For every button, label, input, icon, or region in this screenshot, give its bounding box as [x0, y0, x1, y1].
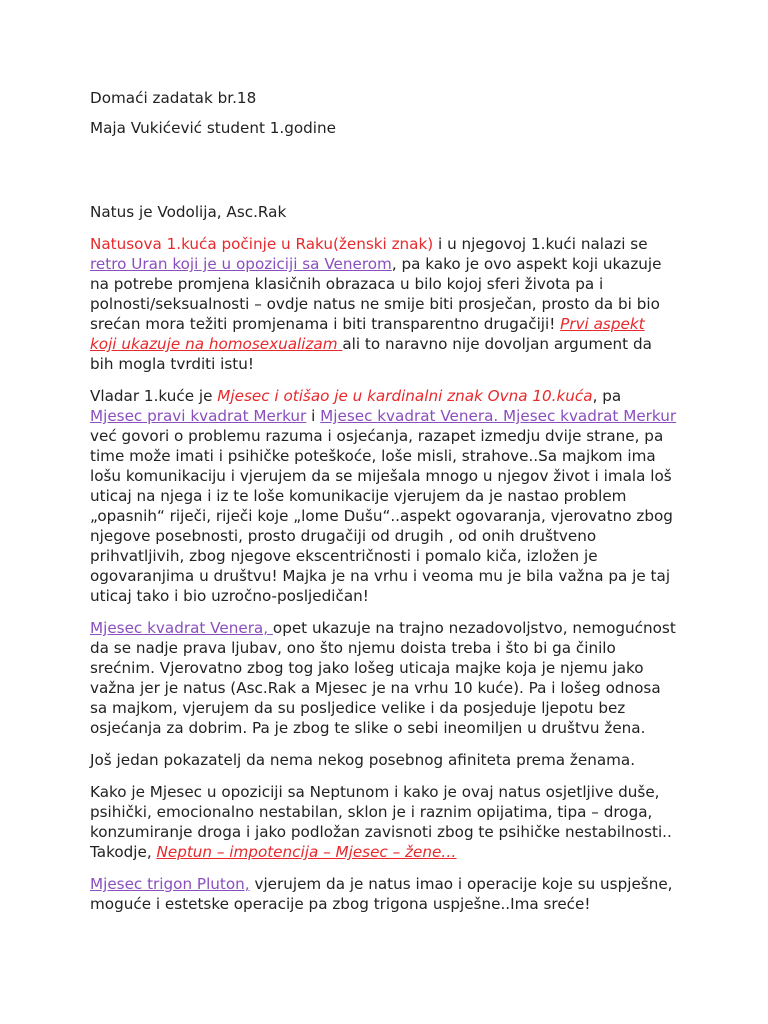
text: srećan mora težiti promjenama i biti transparentno drugačiji!: [90, 315, 556, 333]
text-line: uticaj tako i bio uzročno-posljedičan!: [90, 587, 369, 605]
highlight-text: Mjesec i otišao je u kardinalni znak Ovna 10.kuća: [217, 387, 593, 405]
text: Takodje,: [90, 843, 157, 861]
text-line: uticaj na njega i iz te loše komunikacije vjerujem da je nastao problem: [90, 487, 627, 505]
text-line: osjećanja za dobrim. Pa je zbog te slike o sebi ineomiljen u društvu žena.: [90, 719, 646, 737]
text-line: prihvatljivih, zbog njegove ekscentričnosti i pomalo kiča, izložen je: [90, 547, 598, 565]
text: i: [306, 407, 321, 425]
text-line: polnosti/seksualnosti – ovdje natus ne smije biti prosječan, prosto da bi bio: [90, 295, 660, 313]
text: , pa kako je ovo aspekt koji ukazuje: [391, 255, 662, 273]
text: ali to naravno nije dovoljan argument da: [342, 335, 652, 353]
text: i u njegovoj 1.kući nalazi se: [433, 235, 648, 253]
text: vjerujem da je natus imao i operacije koje su uspješne,: [249, 875, 673, 893]
paragraph-5: [90, 782, 690, 862]
text-line: njegove posebnosti, prosto drugačiji od drugih , od onih društveno: [90, 527, 597, 545]
text-line: već govori o problemu razuma i osjećanja, razapet izmedju dvije strane, pa: [90, 427, 664, 445]
text-line: lošu komunikaciju i vjerujem da se miješala mnogo u njegov život i imala loš: [90, 467, 672, 485]
text-line: „opasnih“ riječi, riječi koje „lome Dušu“..aspekt ogovaranja, vjerovatno zbog: [90, 507, 673, 525]
highlight-link[interactable]: koji ukazuje na homosexualizam: [90, 335, 343, 353]
text-line: da se nadje prava ljubav, ono što njemu doista treba i što bi ga činilo: [90, 639, 616, 657]
document-title: Domaći zadatak br.18: [90, 89, 257, 107]
document-body: [90, 88, 690, 914]
text-line: ogovaranjima u društvu! Majka je na vrhu i veoma mu je bila važna pa je taj: [90, 567, 671, 585]
text-line: moguće i estetske operacije pa zbog trigona uspješne..Ima sreće!: [90, 895, 591, 913]
highlight-link[interactable]: Prvi aspekt: [560, 315, 645, 333]
text: , pa: [592, 387, 622, 405]
text: opet ukazuje na trajno nezadovoljstvo, nemogućnost: [272, 619, 676, 637]
intro-line: Natus je Vodolija, Asc.Rak: [90, 203, 287, 221]
paragraph-2: [90, 386, 690, 606]
text-line: Kako je Mjesec u opoziciji sa Neptunom i kako je ovaj natus osjetljive duše,: [90, 783, 660, 801]
paragraph-6: [90, 874, 690, 914]
text-line: sa majkom, vjerujem da su posljedice velike i da posjeduje ljepotu bez: [90, 699, 626, 717]
paragraph-3: [90, 618, 690, 738]
text-line: važna jer je natus (Asc.Rak a Mjesec je na vrhu 10 kuće). Pa i lošeg odnosa: [90, 679, 661, 697]
text-line: konzumiranje droga i jako podložan zavisnoti zbog te psihičke nestabilnosti..: [90, 823, 672, 841]
link-mjesec-trigon-pluton[interactable]: Mjesec trigon Pluton,: [90, 875, 250, 893]
link-retro-uran[interactable]: retro Uran koji je u opoziciji sa Venerom: [90, 255, 392, 273]
text: Vladar 1.kuće je: [90, 387, 218, 405]
text-line: psihički, emocionalno nestabilan, sklon je i raznim opijatima, tipa – droga,: [90, 803, 653, 821]
text-line: bih mogla tvrditi istu!: [90, 355, 254, 373]
paragraph-1: [90, 234, 690, 374]
author-line: Maja Vukićević student 1.godine: [90, 119, 336, 137]
text-line: na potrebe promjena klasičnih obrazaca u bilo kojoj sferi života pa i: [90, 275, 604, 293]
link-mjesec-kvadrat-venera[interactable]: Mjesec kvadrat Venera,: [90, 619, 273, 637]
highlight-link[interactable]: Neptun – impotencija – Mjesec – žene…: [156, 843, 457, 861]
link-mjesec-kvadrat-venera[interactable]: Mjesec kvadrat Venera. Mjesec kvadrat Merkur: [320, 407, 677, 425]
paragraph-4: Još jedan pokazatelj da nema nekog posebnog afiniteta prema ženama.: [90, 751, 636, 769]
highlight-text: Natusova 1.kuća počinje u Raku(ženski znak): [90, 235, 434, 253]
text-line: time može imati i psihičke poteškoće, loše misli, strahove..Sa majkom ima: [90, 447, 656, 465]
link-mjesec-kvadrat-merkur[interactable]: Mjesec pravi kvadrat Merkur: [90, 407, 307, 425]
text-line: srećnim. Vjerovatno zbog tog jako lošeg uticaja majke koja je njemu jako: [90, 659, 644, 677]
